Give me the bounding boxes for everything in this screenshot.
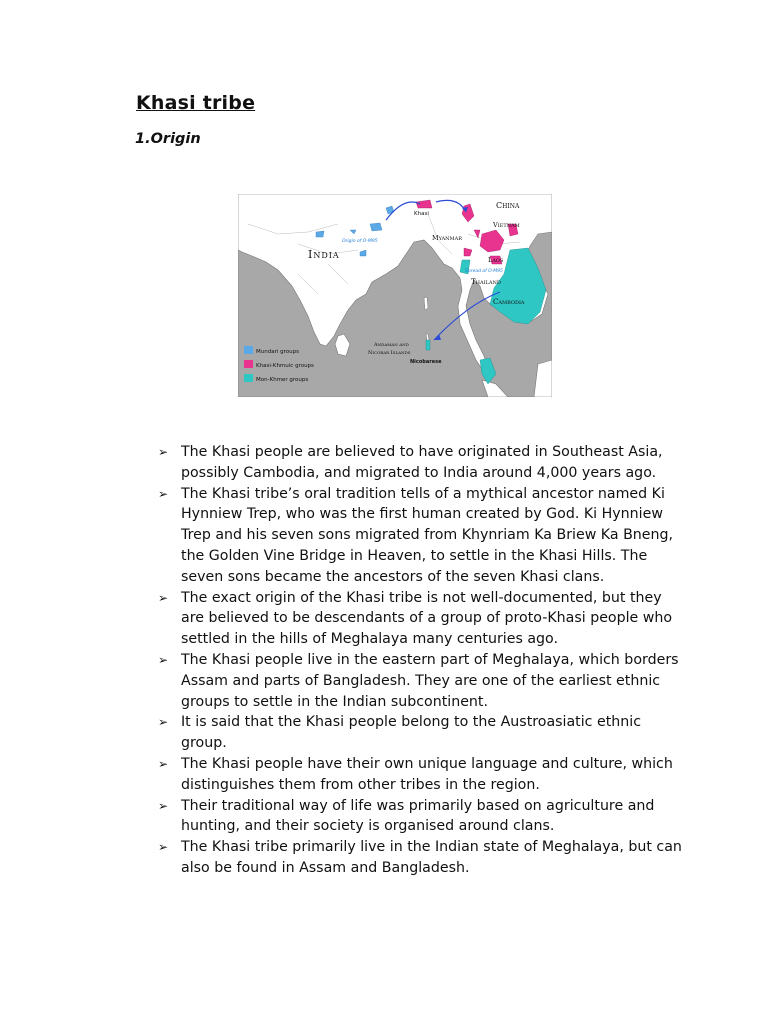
arrow-bullet-icon: ➢ — [158, 652, 169, 667]
list-item-text: The Khasi people are believed to have originated in Southeast Asia, possibly Cambodia, and migrated to India around 4,000 years ago. — [181, 444, 663, 481]
list-item-text: The Khasi people live in the eastern part of Meghalaya, which borders Assam and parts of Bangladesh. They are one of the earliest ethnic groups to settle in the Indian subcontinent. — [181, 651, 679, 710]
legend-label-mundari: Mundari groups — [256, 349, 299, 355]
arrow-bullet-icon: ➢ — [158, 798, 169, 813]
arrow-bullet-icon: ➢ — [158, 445, 169, 459]
list-item-text: The Khasi tribe primarily live in the Indian state of Meghalaya, but can also be found in Assam and Bangladesh. — [181, 839, 682, 876]
map-label-nicobar-islands: Nicobar Islands — [368, 350, 411, 356]
map-label-nicobarese: Nicobarese — [410, 359, 442, 365]
map-label-andaman: Andaman and — [374, 342, 409, 348]
map-label-india: India — [308, 248, 340, 261]
list-item-text: The Khasi tribe’s oral tradition tells of a mythical ancestor named Ki Hynniew Trep, who was the first human created by God. Ki Hynniew Trep and his seven sons migrated from Khynriam Ka Briew Ka Bneng, the Golden Vine Bridge in Heaven, to settle in the Khasi Hills. The seven sons became the ancestors of the seven Khasi clans. — [181, 485, 674, 585]
arrow-bullet-icon: ➢ — [158, 756, 169, 771]
section-heading: 1.Origin — [135, 131, 201, 147]
list-item — [158, 796, 688, 838]
list-item — [158, 588, 688, 650]
list-item-text: The exact origin of the Khasi tribe is not well-documented, but they are believed to be descendants of a group of proto-Khasi people who settled in the hills of Meghalaya many centuries ago. — [181, 589, 673, 648]
map-label-china: China — [496, 201, 520, 210]
map-label-myanmar: Myanmar — [432, 234, 463, 242]
migration-map — [238, 194, 552, 397]
list-item-text: The Khasi people have their own unique language and culture, which distinguishes them from other tribes in the region. — [181, 755, 673, 793]
list-item-text: Their traditional way of life was primarily based on agriculture and hunting, and their society is organised around clans. — [181, 797, 655, 835]
list-item-text: It is said that the Khasi people belong to the Austroasiatic ethnic group. — [181, 714, 642, 752]
map-label-spread: Spread of O-M95 — [465, 269, 503, 274]
legend-swatch-mon-khmer — [244, 374, 253, 382]
map-label-khasi: Khasi — [414, 211, 429, 217]
list-item — [158, 712, 688, 754]
list-item — [158, 837, 688, 879]
map-label-cambodia: Cambodia — [493, 298, 525, 306]
map-label-origin: Origin of O-M95 — [342, 239, 378, 244]
map-land-andaman — [424, 297, 428, 310]
legend-swatch-khasi-khmuic — [244, 360, 253, 368]
legend-label-khasi-khmuic: Khasi-Khmuic groups — [256, 363, 314, 369]
arrow-bullet-icon: ➢ — [158, 840, 169, 855]
list-item — [158, 754, 688, 796]
list-item — [158, 442, 688, 484]
list-item — [158, 650, 688, 712]
map-label-thailand: Thailand — [471, 278, 501, 286]
arrow-bullet-icon: ➢ — [158, 590, 169, 605]
map-label-vietnam: Vietnam — [493, 221, 520, 229]
arrow-bullet-icon: ➢ — [158, 715, 169, 730]
legend-label-mon-khmer: Mon-Khmer groups — [256, 377, 309, 383]
legend-swatch-mundari — [244, 346, 253, 354]
list-item — [158, 484, 688, 588]
map-label-laos: Laos — [488, 256, 504, 264]
arrow-bullet-icon: ➢ — [158, 486, 169, 501]
page-title: Khasi tribe — [136, 92, 256, 114]
origin-bullet-list — [158, 442, 688, 879]
